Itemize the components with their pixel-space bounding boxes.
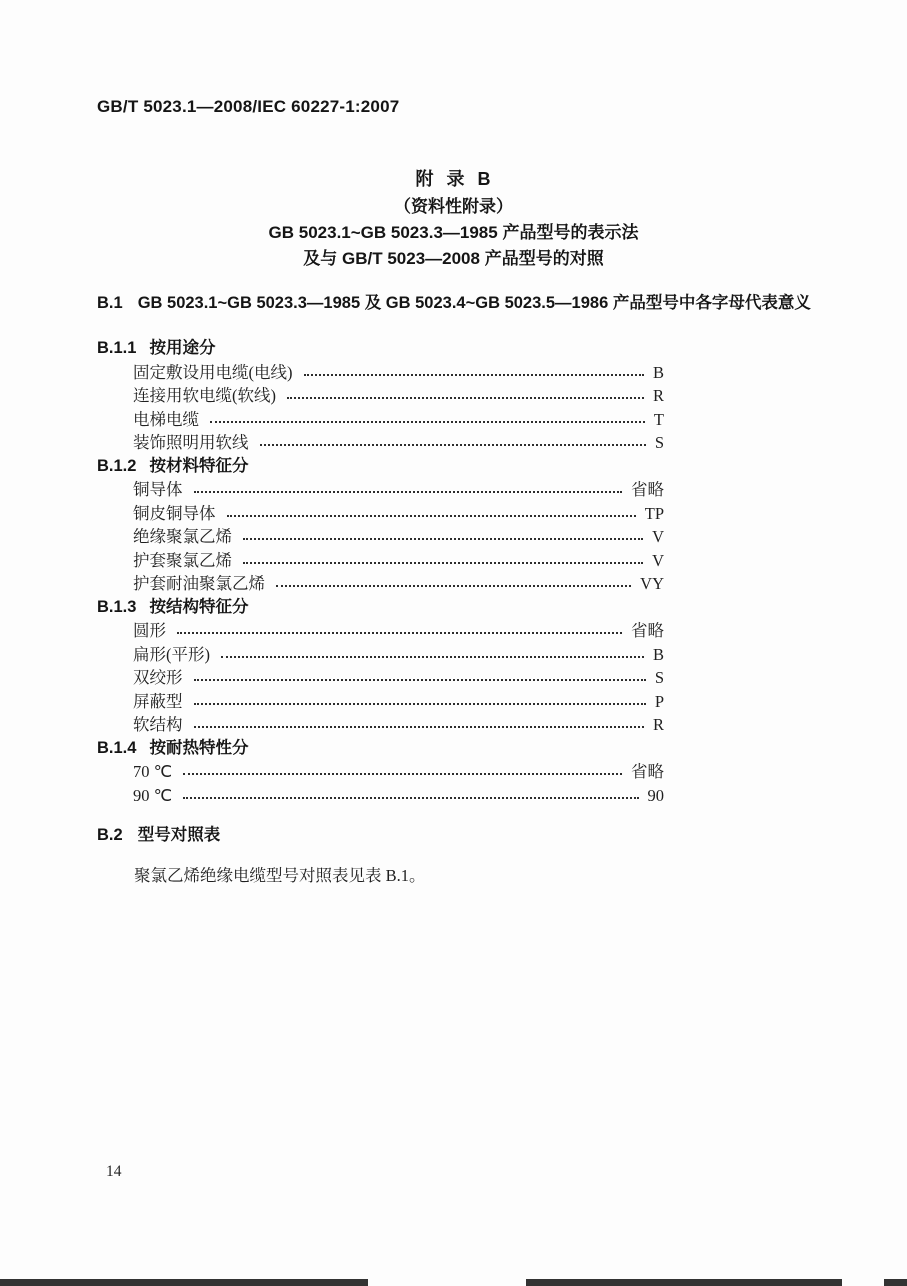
code-item-value: 90 [647,785,664,805]
code-item [133,549,664,573]
code-item-value: 省略 [631,480,664,499]
code-item [133,690,664,714]
dot-leader [243,525,643,540]
code-item [133,384,664,408]
code-item-value: 省略 [631,762,664,781]
code-item [133,361,664,385]
code-item [133,666,664,690]
section-title: GB 5023.1~GB 5023.3—1985 及 GB 5023.4~GB 5023.5—1986 产品型号中各字母代表意义 [137,294,811,312]
code-item [133,713,664,737]
code-item-value: 省略 [631,621,664,640]
dot-leader [276,572,631,587]
subsection-number: B.1.2 [97,456,137,475]
dot-leader [194,478,623,493]
dot-leader [260,431,646,446]
section-number: B.1 [97,294,123,312]
code-item [133,431,664,455]
section-number: B.2 [97,826,123,844]
code-item-value: S [654,433,664,452]
subsection-number: B.1.3 [97,597,137,616]
subsection-b13-heading [97,596,811,620]
code-item-label: 铜导体 [133,480,183,499]
code-item-label: 电梯电缆 [133,409,199,429]
code-list-b11 [133,361,664,455]
code-item-value: B [652,644,664,664]
code-list-b13 [133,619,664,737]
code-list-b14 [133,760,664,807]
subsection-title: 按用途分 [149,339,216,357]
code-item-value: S [654,668,664,687]
code-item-value: T [653,409,664,429]
dot-leader [183,784,638,799]
section-b2-paragraph: 聚氯乙烯绝缘电缆型号对照表见表 B.1。 [134,865,426,885]
code-item [133,572,664,596]
subsection-title: 按材料特征分 [149,456,249,475]
code-item-label: 扁形(平形) [133,644,210,664]
code-item-label: 装饰照明用软线 [133,433,249,452]
dot-leader [304,361,644,376]
subsection-number: B.1.4 [97,738,137,757]
code-item-label: 护套聚氯乙烯 [133,550,232,570]
code-item-label: 铜皮铜导体 [133,503,216,523]
code-item [133,502,664,526]
scan-edge-bar [884,1279,907,1286]
code-item [133,478,664,502]
document-body [97,291,811,888]
appendix-title-block [0,166,907,272]
code-item-label: 护套耐油聚氯乙烯 [133,574,265,593]
scan-edge-bar [526,1279,842,1286]
page-number: 14 [106,1163,122,1180]
dot-leader [194,713,644,728]
subsection-b12-heading [97,455,811,479]
code-item [133,643,664,667]
code-item-label: 70 ℃ [133,762,173,781]
dot-leader [227,502,636,517]
dot-leader [194,690,646,705]
dot-leader [183,760,622,775]
section-title: 型号对照表 [137,826,221,844]
dot-leader [243,549,643,564]
code-item-label: 绝缘聚氯乙烯 [133,527,232,546]
subsection-title: 按耐热特性分 [149,738,249,757]
code-item-label: 固定敷设用电缆(电线) [133,362,293,382]
code-item-value: R [652,386,664,405]
code-list-b12 [133,478,664,596]
code-item-value: TP [644,503,664,523]
subsection-b14-heading [97,737,811,761]
code-item-label: 屏蔽型 [133,691,183,711]
code-item-value: B [652,362,664,382]
appendix-subtitle: （资料性附录） [394,197,513,216]
appendix-heading-line1: GB 5023.1~GB 5023.3—1985 产品型号的表示法 [268,223,639,242]
dot-leader [287,384,644,399]
dot-leader [221,643,644,658]
appendix-title: 附 录 B [415,169,492,189]
subsection-title: 按结构特征分 [149,597,249,616]
standard-number-header: GB/T 5023.1—2008/IEC 60227-1:2007 [97,97,400,116]
code-item [133,619,664,643]
code-item-label: 软结构 [133,715,183,734]
code-item-label: 90 ℃ [133,785,173,805]
code-item-label: 双绞形 [133,668,183,687]
code-item [133,784,664,808]
dot-leader [194,666,646,681]
appendix-heading-line2: 及与 GB/T 5023—2008 产品型号的对照 [303,249,604,268]
section-b2-heading [97,824,811,848]
code-item-value: P [654,691,664,711]
code-item [133,408,664,432]
code-item-label: 连接用软电缆(软线) [133,386,276,405]
dot-leader [210,408,645,423]
code-item-value: R [652,715,664,734]
dot-leader [177,619,622,634]
scan-edge-bar [0,1279,368,1286]
code-item-value: V [652,527,664,546]
code-item-label: 圆形 [133,621,166,640]
code-item [133,760,664,784]
code-item-value: VY [640,574,664,593]
subsection-b11-heading [97,337,811,361]
section-b1-heading [97,291,811,315]
code-item [133,525,664,549]
subsection-number: B.1.1 [97,339,137,357]
code-item-value: V [652,550,664,570]
